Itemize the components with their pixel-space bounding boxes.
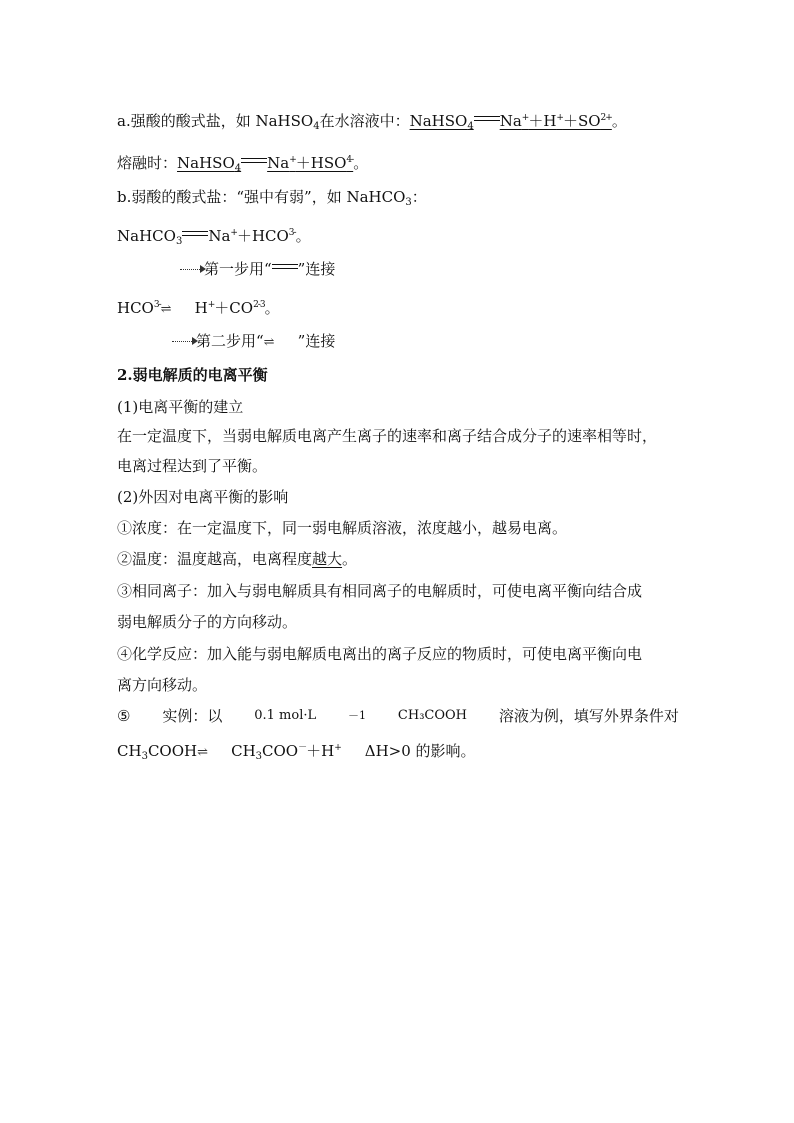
text: NaHSO xyxy=(177,154,235,172)
subscript: 4 xyxy=(467,121,474,132)
superscript: 3- xyxy=(288,228,296,238)
paragraph: (1)电离平衡的建立 xyxy=(117,398,244,416)
paragraph: 电离过程达到了平衡。 xyxy=(117,457,268,475)
text: CH xyxy=(231,742,256,760)
line-strong-acid-salt xyxy=(117,108,627,137)
text: 第二步用“ xyxy=(196,332,264,350)
text: 第一步用“ xyxy=(204,260,272,278)
text: H xyxy=(194,299,208,317)
text: ： xyxy=(411,188,427,206)
equals-sign xyxy=(474,114,500,124)
superscript: －1 xyxy=(348,709,367,722)
text: ΔH>0 的影响。 xyxy=(364,742,476,760)
text: COO xyxy=(262,742,299,760)
subscript: 3 xyxy=(175,236,183,247)
dotted-arrow-icon xyxy=(172,331,196,342)
dotted-arrow-icon xyxy=(180,259,204,270)
text: CH xyxy=(117,742,142,760)
subscript: 4 xyxy=(234,163,242,174)
subscript: 4 xyxy=(313,121,320,132)
text: 。 xyxy=(264,299,280,317)
text: 实例：以 xyxy=(162,707,223,725)
text: ⑤ xyxy=(117,707,131,725)
text: 。 xyxy=(353,154,369,172)
text: Na xyxy=(499,112,522,130)
text: ＋HSO xyxy=(295,154,347,172)
text: COOH xyxy=(147,742,198,760)
equation-molten xyxy=(177,154,353,172)
paragraph: 在一定温度下，当弱电解质电离产生离子的速率和离子结合成分子的速率相等时， xyxy=(117,427,658,445)
text: ＋HCO xyxy=(236,227,289,245)
equals-sign xyxy=(241,156,267,166)
paragraph: (2)外因对电离平衡的影响 xyxy=(117,488,289,506)
superscript: + xyxy=(521,113,529,123)
text: 0.1 mol·L xyxy=(254,708,317,723)
text: Na xyxy=(208,227,231,245)
answer-underlined: 越大 xyxy=(312,550,343,568)
superscript: 2+ xyxy=(600,113,612,123)
text: ＋H xyxy=(528,112,557,130)
text: b.弱酸的酸式盐：“强中有弱”，如 NaHCO xyxy=(117,188,406,206)
line-acetic-acid-equation xyxy=(117,738,476,767)
section-heading: 2.弱电解质的电离平衡 xyxy=(117,366,268,384)
text: 。 xyxy=(342,550,358,568)
paragraph-example xyxy=(117,706,679,726)
line-hco3-equation xyxy=(117,295,280,320)
paragraph-temperature xyxy=(117,549,357,569)
text: HCO xyxy=(117,299,154,317)
text: ”连接 xyxy=(297,332,336,350)
text: 在水溶液中： xyxy=(319,112,410,130)
paragraph: ①浓度：在一定温度下，同一弱电解质溶液，浓度越小，越易电离。 xyxy=(117,519,568,537)
text: a.强酸的酸式盐，如 NaHSO xyxy=(117,112,314,130)
superscript: + xyxy=(289,155,296,165)
text: NaHSO xyxy=(409,112,468,130)
text: ②温度：温度越高，电离程度 xyxy=(117,550,313,568)
line-nahco3-equation xyxy=(117,223,311,252)
subscript: 3 xyxy=(255,751,263,762)
subscript: 3 xyxy=(405,197,412,208)
paragraph: ③相同离子：加入与弱电解质具有相同离子的电解质时，可使电离平衡向结合成 xyxy=(117,582,643,600)
subscript: 3 xyxy=(141,751,148,762)
paragraph: 弱电解质分子的方向移动。 xyxy=(117,613,298,631)
line-weak-acid-salt xyxy=(117,187,427,213)
text: ”连接 xyxy=(297,260,336,278)
reversible-arrow-icon: ⇌ xyxy=(263,335,275,350)
text: ＋H xyxy=(306,742,335,760)
reversible-arrow-icon: ⇌ xyxy=(197,745,208,760)
superscript: 4- xyxy=(346,155,354,165)
superscript: － xyxy=(298,743,307,753)
line-molten xyxy=(117,150,368,179)
line-step-two-note xyxy=(172,331,335,353)
reversible-arrow-icon: ⇌ xyxy=(160,302,172,317)
equation-aqueous xyxy=(410,112,612,130)
text: ＋SO xyxy=(562,112,601,130)
superscript: + xyxy=(207,300,215,310)
superscript: + xyxy=(230,228,237,238)
superscript: + xyxy=(334,743,341,753)
superscript: + xyxy=(556,113,563,123)
text: 。 xyxy=(611,112,627,130)
text: 溶液为例，填写外界条件对 xyxy=(498,707,679,725)
text: Na xyxy=(267,154,290,172)
text: CH₃COOH xyxy=(397,708,468,723)
paragraph: ④化学反应：加入能与弱电解质电离出的离子反应的物质时，可使电离平衡向电 xyxy=(117,645,643,663)
superscript: 2-3 xyxy=(253,300,265,310)
superscript: 3- xyxy=(153,300,161,310)
text: NaHCO xyxy=(117,227,176,245)
equals-sign xyxy=(182,229,208,239)
line-step-one-note xyxy=(180,259,335,279)
text: 熔融时： xyxy=(117,154,178,172)
text: ＋CO xyxy=(214,299,254,317)
paragraph: 离方向移动。 xyxy=(117,676,208,694)
equals-sign xyxy=(272,262,298,272)
text: 。 xyxy=(295,227,311,245)
